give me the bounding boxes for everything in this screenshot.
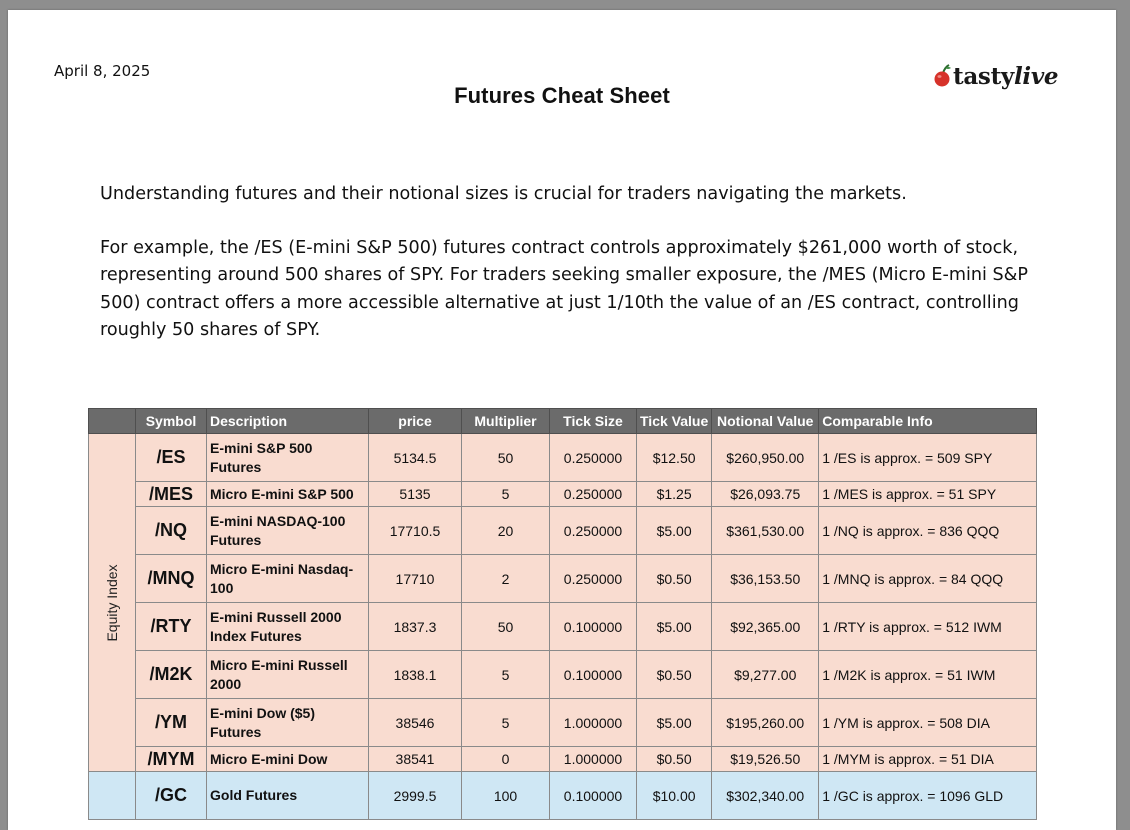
document-page [8, 10, 1116, 830]
table-row [89, 747, 1037, 772]
symbol-cell: /MYM [136, 747, 207, 772]
table-row [89, 651, 1037, 699]
document-date: April 8, 2025 [54, 62, 151, 80]
tick-size-cell: 0.250000 [550, 555, 637, 603]
tick-value-cell: $10.00 [637, 772, 712, 820]
column-header-tick-size: Tick Size [550, 409, 637, 434]
column-header-category [89, 409, 136, 434]
multiplier-cell: 100 [462, 772, 550, 820]
notional-value-cell: $195,260.00 [712, 699, 819, 747]
intro-paragraph-2: For example, the /ES (E-mini S&P 500) futures contract controls approximately $261,000 worth of stock, representing around 500 shares of SPY. For traders seeking smaller exposure, the /MES (Micro E-mini S&P 500) contract offers a more accessible alternative at just 1/10th the value of an /ES contract, controlling roughly 50 shares of SPY. [100, 238, 1029, 341]
intro-paragraph-1: Understanding futures and their notional sizes is crucial for traders navigating the markets. [100, 184, 907, 204]
column-header-notional-value: Notional Value [712, 409, 819, 434]
description-cell: Micro E-mini Russell 2000 [207, 651, 369, 699]
multiplier-cell: 5 [462, 699, 550, 747]
symbol-cell: /YM [136, 699, 207, 747]
notional-value-cell: $26,093.75 [712, 482, 819, 507]
price-cell: 38541 [369, 747, 462, 772]
logo-wordmark [953, 63, 1058, 90]
multiplier-cell: 5 [462, 482, 550, 507]
description-cell: E-mini Dow ($5) Futures [207, 699, 369, 747]
notional-value-cell: $9,277.00 [712, 651, 819, 699]
tick-value-cell: $0.50 [637, 747, 712, 772]
column-header-price: price [369, 409, 462, 434]
multiplier-cell: 5 [462, 651, 550, 699]
symbol-cell: /MES [136, 482, 207, 507]
notional-value-cell: $361,530.00 [712, 507, 819, 555]
description-cell: E-mini Russell 2000 Index Futures [207, 603, 369, 651]
price-cell: 17710.5 [369, 507, 462, 555]
multiplier-cell: 20 [462, 507, 550, 555]
price-cell: 2999.5 [369, 772, 462, 820]
tick-size-cell: 0.250000 [550, 482, 637, 507]
symbol-cell: /RTY [136, 603, 207, 651]
multiplier-cell: 50 [462, 434, 550, 482]
category-cell-equity-index [89, 434, 136, 772]
tick-size-cell: 0.100000 [550, 603, 637, 651]
tick-size-cell: 1.000000 [550, 747, 637, 772]
price-cell: 17710 [369, 555, 462, 603]
tick-value-cell: $5.00 [637, 699, 712, 747]
symbol-cell: /NQ [136, 507, 207, 555]
table-row [89, 482, 1037, 507]
comparable-info-cell: 1 /MNQ is approx. = 84 QQQ [819, 555, 1037, 603]
symbol-cell: /M2K [136, 651, 207, 699]
comparable-info-cell: 1 /MES is approx. = 51 SPY [819, 482, 1037, 507]
category-cell-metals [89, 772, 136, 820]
table-row [89, 434, 1037, 482]
comparable-info-cell: 1 /NQ is approx. = 836 QQQ [819, 507, 1037, 555]
table-row [89, 603, 1037, 651]
tick-value-cell: $1.25 [637, 482, 712, 507]
table-header-row [89, 409, 1037, 434]
tastylive-logo [934, 60, 1058, 92]
tick-value-cell: $5.00 [637, 507, 712, 555]
tick-value-cell: $5.00 [637, 603, 712, 651]
comparable-info-cell: 1 /MYM is approx. = 51 DIA [819, 747, 1037, 772]
comparable-info-cell: 1 /YM is approx. = 508 DIA [819, 699, 1037, 747]
comparable-info-cell: 1 /ES is approx. = 509 SPY [819, 434, 1037, 482]
table-row [89, 507, 1037, 555]
tick-size-cell: 1.000000 [550, 699, 637, 747]
price-cell: 38546 [369, 699, 462, 747]
notional-value-cell: $260,950.00 [712, 434, 819, 482]
page-title: Futures Cheat Sheet [454, 83, 670, 108]
table-row [89, 699, 1037, 747]
comparable-info-cell: 1 /RTY is approx. = 512 IWM [819, 603, 1037, 651]
column-header-symbol: Symbol [136, 409, 207, 434]
description-cell: Micro E-mini Dow [207, 747, 369, 772]
multiplier-cell: 50 [462, 603, 550, 651]
description-cell: E-mini S&P 500 Futures [207, 434, 369, 482]
description-cell: Gold Futures [207, 772, 369, 820]
logo-text-live: live [1013, 62, 1059, 90]
futures-table [88, 408, 1037, 820]
tick-size-cell: 0.100000 [550, 772, 637, 820]
column-header-multiplier: Multiplier [462, 409, 550, 434]
column-header-description: Description [207, 409, 369, 434]
description-cell: E-mini NASDAQ-100 Futures [207, 507, 369, 555]
tick-value-cell: $0.50 [637, 555, 712, 603]
price-cell: 1837.3 [369, 603, 462, 651]
column-header-tick-value: Tick Value [637, 409, 712, 434]
comparable-info-cell: 1 /GC is approx. = 1096 GLD [819, 772, 1037, 820]
tick-value-cell: $0.50 [637, 651, 712, 699]
price-cell: 5134.5 [369, 434, 462, 482]
description-cell: Micro E-mini S&P 500 [207, 482, 369, 507]
tick-size-cell: 0.250000 [550, 434, 637, 482]
notional-value-cell: $19,526.50 [712, 747, 819, 772]
price-cell: 1838.1 [369, 651, 462, 699]
tick-value-cell: $12.50 [637, 434, 712, 482]
category-label: Equity Index [104, 563, 120, 642]
price-cell: 5135 [369, 482, 462, 507]
column-header-comparable-info: Comparable Info [819, 409, 1037, 434]
cherry-icon [934, 64, 952, 88]
notional-value-cell: $36,153.50 [712, 555, 819, 603]
logo-text-tasty: tasty [953, 62, 1014, 90]
notional-value-cell: $302,340.00 [712, 772, 819, 820]
symbol-cell: /ES [136, 434, 207, 482]
table-row [89, 555, 1037, 603]
multiplier-cell: 2 [462, 555, 550, 603]
tick-size-cell: 0.250000 [550, 507, 637, 555]
table-row [89, 772, 1037, 820]
description-cell: Micro E-mini Nasdaq-100 [207, 555, 369, 603]
multiplier-cell: 0 [462, 747, 550, 772]
comparable-info-cell: 1 /M2K is approx. = 51 IWM [819, 651, 1037, 699]
symbol-cell: /GC [136, 772, 207, 820]
notional-value-cell: $92,365.00 [712, 603, 819, 651]
tick-size-cell: 0.100000 [550, 651, 637, 699]
symbol-cell: /MNQ [136, 555, 207, 603]
